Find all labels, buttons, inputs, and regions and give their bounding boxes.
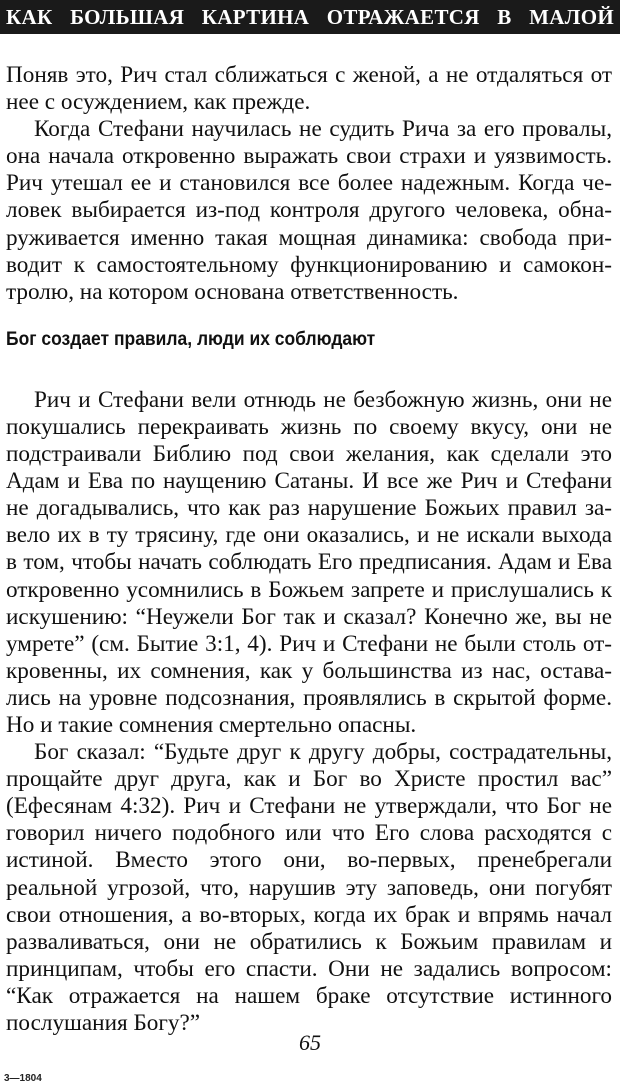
print-signature: 3—1804 xyxy=(4,1073,42,1084)
paragraph-1: Поняв это, Рич стал сближаться с женой, а не отдаляться от нее с осуждением, как прежде. xyxy=(6,62,612,116)
running-header xyxy=(0,0,620,34)
section-heading: Бог создает правила, люди их соблюдают xyxy=(6,328,376,350)
paragraph-3: Рич и Стефани вели отнюдь не безбожную жизнь, они не покушались перекраивать жизнь по своему вкусу, они не подстраивали Библию под свои желания, как сделали это Адам и Ева по наущению Сатаны. И все же Рич и Стефани не догадывались, что как раз нарушение Божьих правил завело их в ту трясину, где они оказались, и не искали выхода в том, чтобы начать соблюдать Его предписания. Адам и Ева откровенно усомнились в Божьем запрете и прислушались к искушению: “Неужели Бог так и сказал? Конечно же, вы не умрете” (см. Бытие 3:1, 4). Рич и Стефани не были столь откровенны, их сомнения, как у большинства из нас, оставались на уровне подсознания, проявлялись в скрытой форме. Но и такие сомнения смертельно опасны. xyxy=(6,386,612,738)
running-title: КАК БОЛЬШАЯ КАРТИНА ОТРАЖАЕТСЯ В МАЛОЙ xyxy=(6,5,614,29)
page-body xyxy=(6,62,612,1037)
page-number: 65 xyxy=(299,1030,321,1055)
paragraph-4: Бог сказал: “Будьте друг к другу добры, сострадательны, прощайте друг друга, как и Бог во Христе простил вас” (Ефесянам 4:32). Рич и Стефани не утверждали, что Бог не говорил ничего подобного или что Его слова расходятся с истиной. Вместо этого они, во-первых, пренебрегали реальной угрозой, что, нарушив эту заповедь, они погубят свои отношения, а во-вторых, когда их брак и впрямь начал разваливаться, они не обратились к Божьим правилам и принципам, чтобы его спасти. Они не задались вопросом: “Как отражается на нашем браке отсутствие истинного послушания Богу?” xyxy=(6,739,612,1036)
paragraph-2: Когда Стефани научилась не судить Рича за его провалы, она начала откровенно выражать свои страхи и уязвимость. Рич утешал ее и становился все более надежным. Когда человек выбирается из-под контроля другого человека, обнаруживается именно такая мощная динамика: свобода приводит к самостоятельному функционированию и самоконтролю, на котором основана ответственность. xyxy=(6,116,612,305)
